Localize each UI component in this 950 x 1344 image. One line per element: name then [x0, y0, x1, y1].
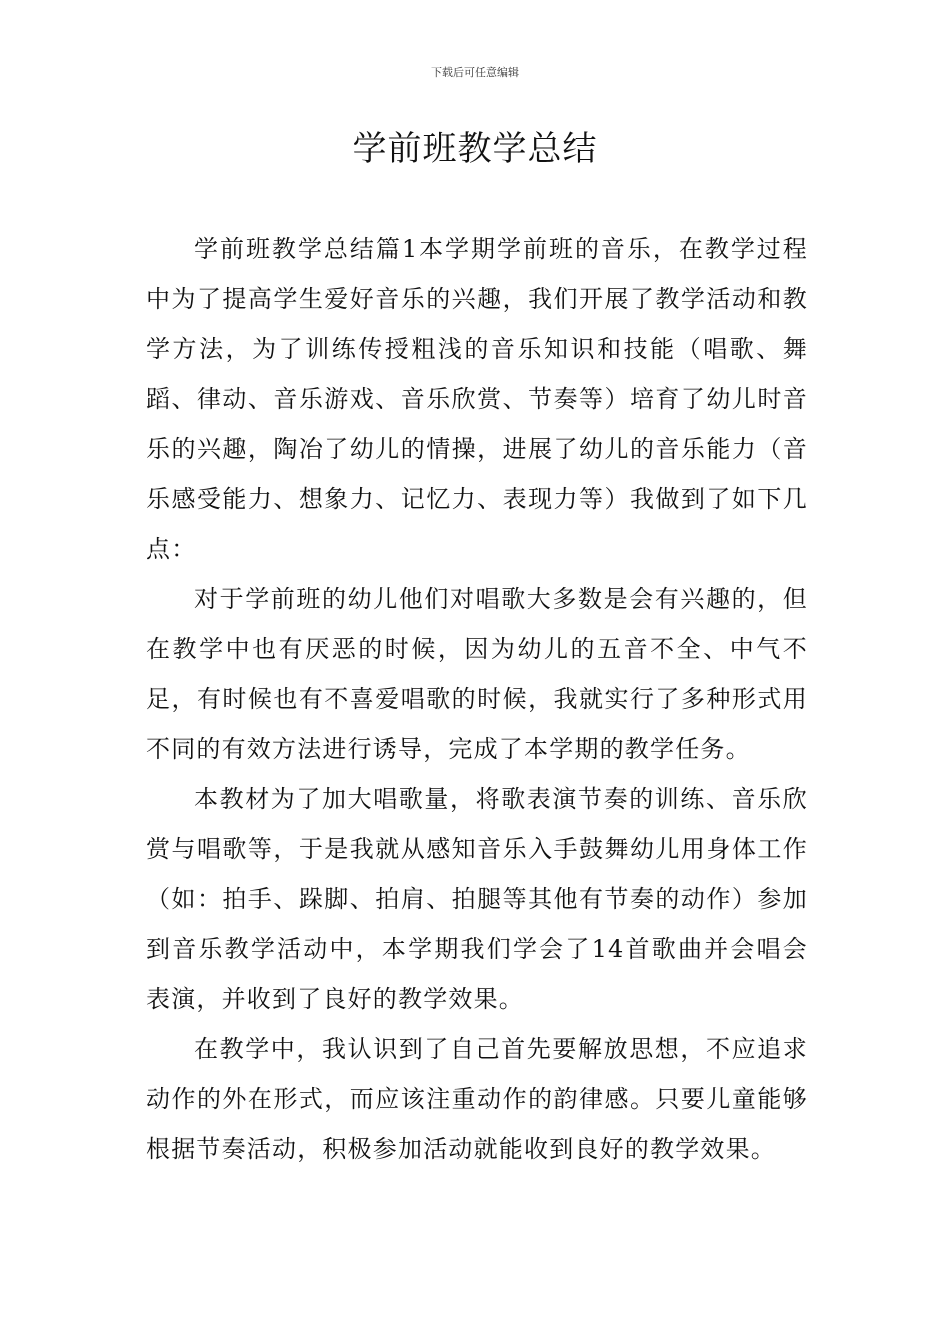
paragraph-4: 在教学中，我认识到了自己首先要解放思想，不应追求动作的外在形式，而应该注重动作的韵律感。只要儿童能够根据节奏活动，积极参加活动就能收到良好的教学效果。 — [146, 1035, 808, 1163]
paragraph-2: 对于学前班的幼儿他们对唱歌大多数是会有兴趣的，但在教学中也有厌恶的时候，因为幼儿的五音不全、中气不足，有时候也有不喜爱唱歌的时候，我就实行了多种形式用不同的有效方法进行诱导，完成了本学期的教学任务。 — [146, 585, 808, 763]
paragraph-1: 学前班教学总结篇1本学期学前班的音乐，在教学过程中为了提高学生爱好音乐的兴趣，我们开展了教学活动和教学方法，为了训练传授粗浅的音乐知识和技能（唱歌、舞蹈、律动、音乐游戏、音乐欣赏、节奏等）培育了幼儿时音乐的兴趣，陶冶了幼儿的情操，进展了幼儿的音乐能力（音乐感受能力、想象力、记忆力、表现力等）我做到了如下几点： — [146, 235, 808, 563]
paragraph-3: 本教材为了加大唱歌量，将歌表演节奏的训练、音乐欣赏与唱歌等，于是我就从感知音乐入手鼓舞幼儿用身体工作（如：拍手、跺脚、拍肩、拍腿等其他有节奏的动作）参加到音乐教学活动中，本学期我们学会了14首歌曲并会唱会表演，并收到了良好的教学效果。 — [146, 785, 808, 1013]
document-body — [146, 224, 808, 1174]
header-note: 下载后可任意编辑 — [431, 66, 519, 79]
document-title: 学前班教学总结 — [352, 129, 598, 169]
